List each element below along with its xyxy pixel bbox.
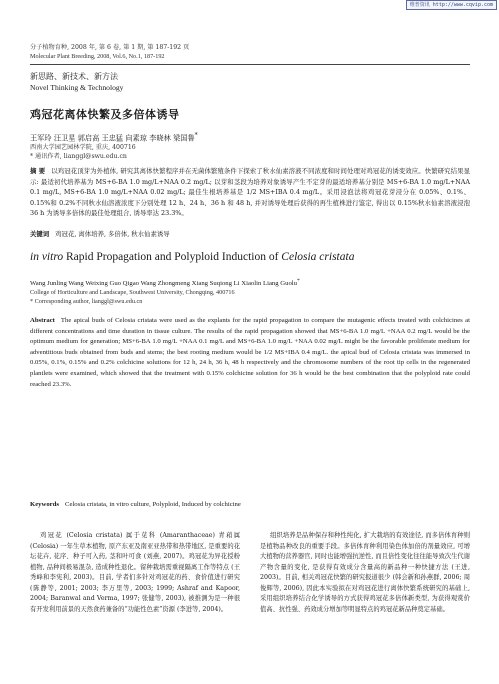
body-left-column: 鸡冠花 (Celosia cristata) 属于苋科 (Amaranthaceae) 青葙属 (Celosia) 一年生草本植物, 原产东亚及南亚亚热带和热带地区, 是重要的花坛花卉, 花序、种子可入药, 茎和叶可食 (刘燕, 2007)。鸡冠花为异花授粉植物, 品种间极易混杂, 造成种性退化。留种栽培需重视隔离工作等特点 (王秀峰和李宪利, 2003)。目前, 学者们多针对鸡冠花的药、食价值进行研究 (陈静等, 2001; 2003; 李万里等, 2003; 1999; Ashraf and Kapoor, 2004; Baranwal and Verma, 1997; 张健等, 2003), 被推测为是一种很有开发利用前景的天然食药兼备的“功能性色素”资源 (李进等, 2004)。 (30, 532, 240, 613)
en-title (30, 251, 354, 263)
en-affiliation: College of Horticulture and Landscape, Southwest University, Chongqing, 400716 (30, 289, 235, 296)
cn-author-mark: * (194, 132, 198, 139)
en-title-main: Rapid Propagation and Polyploid Induction of (63, 251, 282, 263)
en-title-italic: in vitro (30, 251, 64, 263)
en-author-list: Wang Junling Wang Weixing Guo Qigao Wang Zhongmeng Xiang Suqiong Li Xiaolin Liang Guolu (30, 280, 297, 288)
cn-abstract-text: 以鸡冠花顶芽为外植体, 研究其离体快繁程序并在无菌体繁殖条件下探索了秋水仙素溶液不同浓度和时间处理对鸡冠花的诱变效应。快繁研究结果显示: 最适初代培养基为 MS+6-BA 1.0 mg/L+NAA 0.2 mg/L; 以芽和茎段为培养对象诱导产生不定芽的最适培养基分别是 MS+6-BA 1.0 mg/L+NAA 0.1 mg/L, MS+6-BA 1.0 mg/L+NAA 0.02 mg/L; 最佳生根培养基是 1/2 MS+IBA 0.4 mg/L。采用浸泡法将鸡冠花芽浸分在 0.05%、0.1%、0.15%和 0.2%不同秋水仙溶液浓度下分别处理 12 h、24 h、36 h 和 48 h, 并对诱导处理后获得的再生植株进行鉴定, 得出以 0.15%秋水仙素溶液浸泡 36 h 为诱导多倍体的最佳处理组合, 诱导率达 23.3%。 (30, 167, 470, 217)
en-keywords-text: Celosia cristata, in vitro culture, Polyploid, Induced by colchicine (64, 501, 241, 508)
cn-keywords (30, 229, 470, 240)
cn-keywords-text: 鸡冠花, 离体培养, 多倍体, 秋水仙素诱导 (55, 230, 170, 238)
top-strip (0, 0, 499, 8)
cn-abstract (30, 166, 470, 219)
en-abstract-label: Abstract (30, 317, 55, 324)
journal-en-line: Molecular Plant Breeding, 2008, Vol.6, No.1, 187-192 (30, 53, 165, 60)
cn-correspondence: * 通讯作者, lianggl@swu.edu.cn (30, 153, 127, 160)
section-en: Novel Thinking & Technology (30, 83, 124, 92)
header-rule (30, 64, 470, 65)
cn-abstract-label: 摘 要 (30, 167, 46, 175)
cn-affiliation: 西南大学园艺园林学院, 重庆, 400716 (30, 144, 136, 151)
en-keywords (30, 500, 470, 511)
cn-author-list: 王军玲 汪卫星 郭启高 王忠猛 向素琼 李晓林 梁国鲁 (30, 133, 195, 143)
cn-authors (30, 132, 198, 143)
en-abstract (30, 316, 470, 390)
en-authors (30, 278, 300, 287)
journal-cn-line: 分子植物育种, 2008 年, 第 6 卷, 第 1 期, 第 187-192 页 (30, 44, 190, 51)
section-cn: 新思路、新技术、新方法 (30, 72, 118, 81)
cn-keywords-label: 关键词 (30, 230, 50, 238)
en-keywords-label: Keywords (30, 501, 59, 508)
en-author-mark: * (297, 278, 300, 284)
watermark-stamp: 维普资讯 http://www.cqvip.com (406, 0, 497, 10)
en-correspondence: * Corresponding author, lianggl@swu.edu.cn (30, 298, 143, 305)
cn-title: 鸡冠花离体快繁及多倍体诱导 (30, 108, 180, 121)
en-title-species: Celosia cristata (281, 251, 355, 263)
body-right-column: 组织培养是品种保存和种性纯化, 扩大栽培的有效途径, 而多倍体育种则是植物品种改良的重要手段。多倍体育种利用染色体加倍的剂量效应, 可增大植物的营养器官, 同时也能增强抗逆性, 而且倍性变化往往能导致次生代谢产物含量的变化, 是获得有效成分含量高的新品种一种快捷方法 (王进, 2003)。目前, 相关鸡冠花快繁的研究报道很少 (韩会新和孙燕群, 2006; 周俊辉等, 2006), 因此本实验拟在对鸡冠花进行离体快繁系统研究的基础上, 采用组织培养结合化学诱导的方式获得鸡冠花多倍体新类型, 为获得观赏价值高、抗性强、药效成分增加等明显特点的鸡冠花新品种奠定基础。 (260, 532, 470, 613)
en-abstract-text: The apical buds of Celosia cristata were used as the explants for the rapid propagation to compare the mutagenic effects treated with colchicines at different concentrations and time duration in tissue culture. The results of the rapid propagation showed that MS+6-BA 1.0 mg/L +NAA 0.2 mg/L would be the optimum medium for generation; MS+6-BA 1.0 mg/L +NAA 0.1 mg/L and MS+6-BA 1.0 mg/L +NAA 0.02 mg/L might be the favorable proliferate medium for adventitious buds obtained from buds and stems; the best rooting medium would be 1/2 MS+IBA 0.4 mg/L. the apical bud of Celosia cristata was immersed in 0.05%, 0.1%, 0.15% and 0.2% colchicine solutions for 12 h, 24 h, 36 h, 48 h respectively and the chromosome numbers of the root tip cells in the regenerated plantlets were examined, which showed that the treatment with 0.15% colchicine solution for 36 h would be the best combination that the polyploid rate could reached 23.3%. (30, 317, 470, 388)
